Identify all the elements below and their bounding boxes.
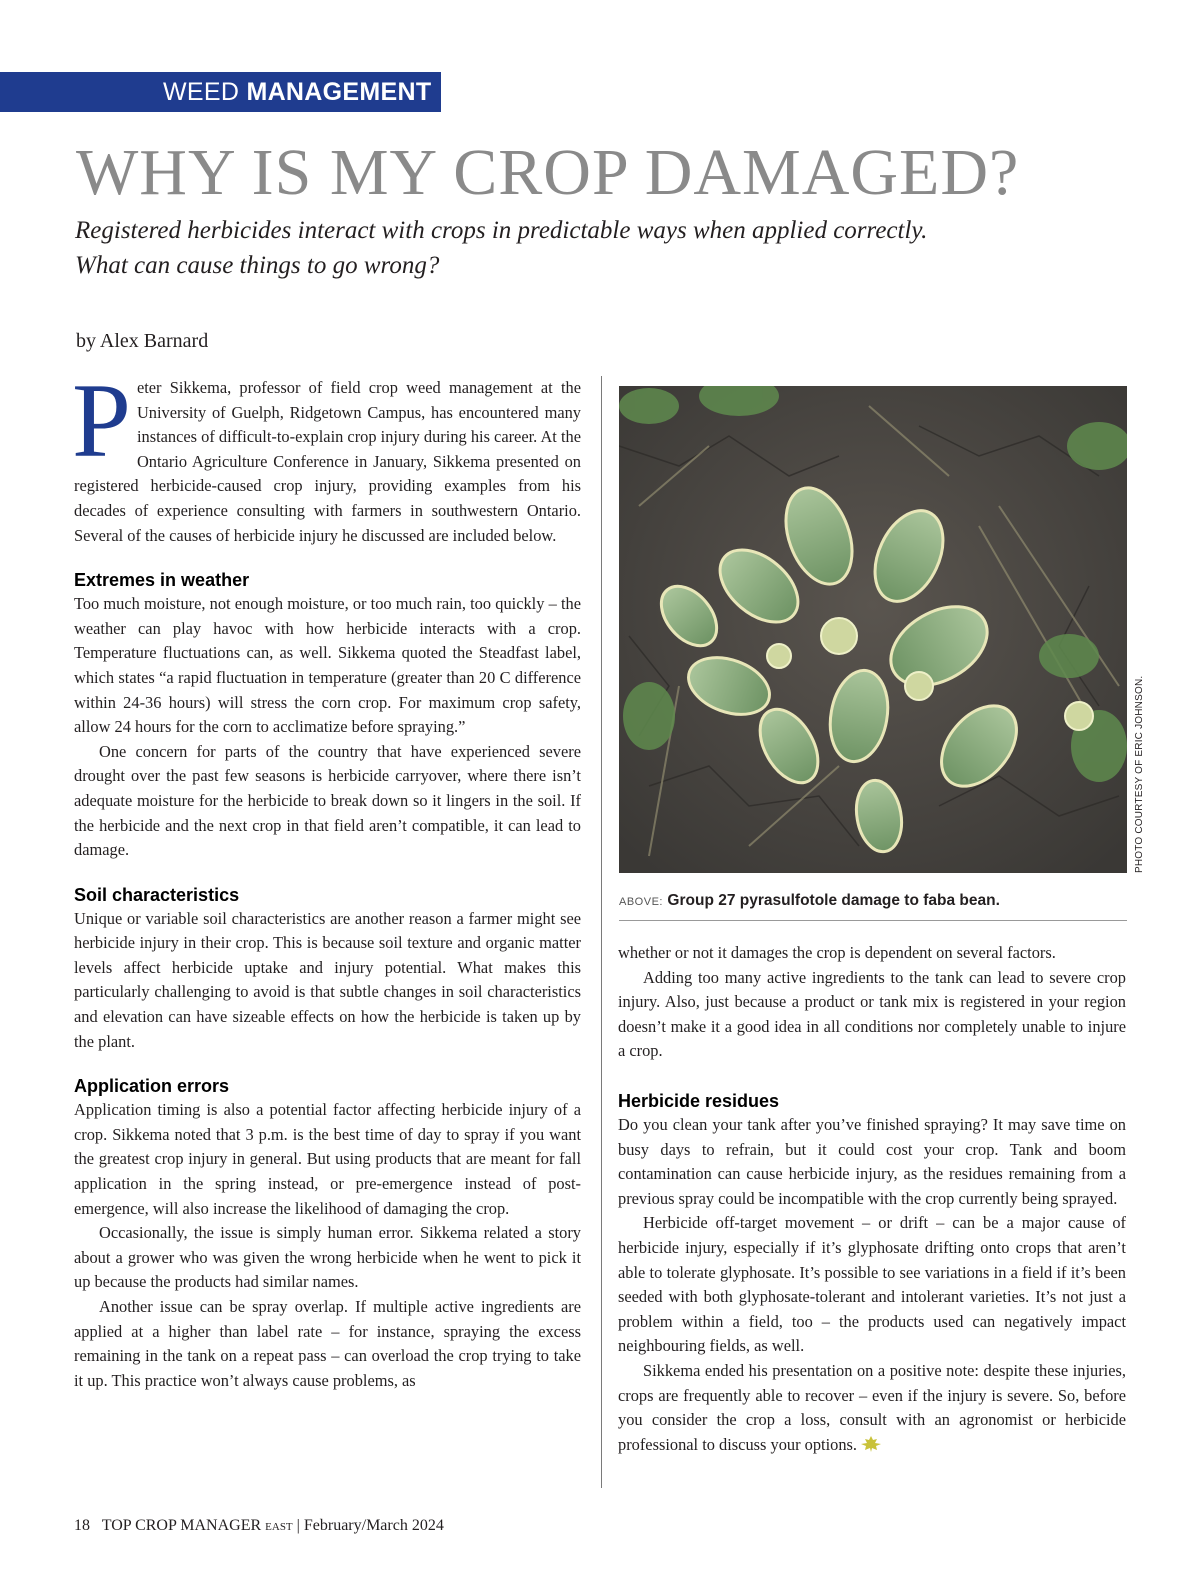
photo-credit: PHOTO COURTESY OF ERIC JOHNSON. bbox=[1134, 675, 1145, 873]
soil-paragraph-1: Unique or variable soil characteristics are another reason a farmer might see herbicide injury in their crop. This is because soil texture and organic matter levels affect herbicide uptake and injury potential. What makes this particularly challenging to avoid is that subtle changes in soil characteristics and elevation can have sizeable effects on how the herbicide is taken up by the plant. bbox=[74, 908, 581, 1051]
column-divider bbox=[601, 376, 602, 1488]
heading-weather: Extremes in weather bbox=[74, 570, 250, 591]
residues-paragraph-3 bbox=[618, 1359, 1126, 1457]
faba-bean-photo-illustration bbox=[619, 386, 1127, 873]
residues-paragraph-1: Do you clean your tank after you’ve finished spraying? It may save time on busy days to refrain, but it could cost your crop. Tank and boom contamination can cause herbicide injury, as the residues remaining from a previous spray could be incompatible with the crop currently being sprayed. bbox=[618, 1114, 1126, 1208]
weather-paragraph-1: Too much moisture, not enough moisture, or too much rain, too quickly – the weather can play havoc with how herbicide interacts with a crop. Temperature fluctuations can, as well. Sikkema quoted the Steadfast label, which states “a rapid fluctuation in temperature (greater than 20 C difference within 24-36 hours) will stress the corn crop. For maximum crop safety, allow 24 hours for the corn to acclimatize before spraying.” bbox=[74, 594, 581, 737]
right-paragraph-1: whether or not it damages the crop is dependent on several factors. bbox=[618, 943, 1056, 962]
intro-paragraph bbox=[72, 362, 581, 548]
heading-residues: Herbicide residues bbox=[618, 1090, 780, 1111]
application-paragraph-1: Application timing is also a potential factor affecting herbicide injury of a crop. Sikkema noted that 3 p.m. is the best time of day to spray if you want the greatest crop injury in general. But using products that are meant for fall application in the spring instead, or pre-emergence instead of post-emergence, will also increase the likelihood of damaging the crop. bbox=[74, 1100, 581, 1218]
right-column bbox=[618, 941, 1126, 1457]
right-paragraph-2: Adding too many active ingredients to the tank can lead to severe crop injury. Also, just because a product or tank mix is registered in your region doesn’t make it a good idea in all conditions nor completely unable to injure a crop. bbox=[618, 967, 1126, 1061]
issue-date: | February/March 2024 bbox=[296, 1517, 444, 1534]
application-paragraph-3: Another issue can be spray overlap. If multiple active ingredients are applied at a higher than label rate – for instance, spraying the excess remaining in the tank on a repeat pass – can overload the crop trying to take it up. This practice won’t always cause problems, as bbox=[74, 1297, 581, 1390]
magazine-name: TOP CROP MANAGER bbox=[101, 1517, 262, 1534]
section-word1: WEED bbox=[163, 78, 240, 106]
weather-paragraph-2: One concern for parts of the country that have experienced severe drought over the past few seasons is herbicide carryover, where there isn’t adequate moisture for the herbicide to break down so it lingers in the soil. If the herbicide and the next crop in that field aren’t compatible, it can lead to damage. bbox=[74, 741, 581, 860]
residues-paragraph-2: Herbicide off-target movement – or drift – can be a major cause of herbicide injury, especially if it’s glyphosate drifting onto crops that aren’t able to tolerate glyphosate. It’s possible to see variations in a field if it’s been seeded with both glyphosate-tolerant and intolerant varieties. It’s not just a problem within a field, too – the products used can negatively impact neighbouring fields, as well. bbox=[618, 1213, 1126, 1356]
left-column bbox=[72, 362, 581, 1393]
caption-label: ABOVE: bbox=[619, 896, 663, 908]
byline: by Alex Barnard bbox=[76, 330, 209, 352]
dek-line2: What can cause things to go wrong? bbox=[75, 252, 440, 279]
dek-line1: Registered herbicides interact with crops in predictable ways when applied correctly. bbox=[75, 217, 928, 244]
section-tag bbox=[0, 72, 441, 112]
magazine-edition: EAST bbox=[265, 1521, 293, 1533]
dek bbox=[75, 213, 1075, 283]
residues-paragraph-3-text: Sikkema ended his presentation on a positive note: despite these injuries, crops are frequently able to recover – even if the injury is severe. So, before you consider the crop a loss, consult with an agronomist or herbicide professional to discuss your options. bbox=[618, 1360, 1126, 1454]
heading-application: Application errors bbox=[74, 1076, 230, 1097]
maple-leaf-icon bbox=[861, 1436, 881, 1452]
photo-caption bbox=[619, 892, 1127, 910]
section-word2: MANAGEMENT bbox=[246, 78, 432, 106]
caption-text: Group 27 pyrasulfotole damage to faba bean. bbox=[667, 892, 1000, 909]
intro-text: eter Sikkema, professor of field crop weed management at the University of Guelph, Ridgetown Campus, has encountered many instances of difficult-to-explain crop injury during his career. At the Ontario Agriculture Conference in January, Sikkema presented on registered herbicide-caused crop injury, providing examples from his decades of experience consulting with farmers in southwestern Ontario. Several of the causes of herbicide injury he discussed are included below. bbox=[74, 378, 581, 545]
page-footer bbox=[74, 1517, 444, 1535]
headline: WHY IS MY CROP DAMAGED? bbox=[76, 136, 1020, 209]
heading-soil: Soil characteristics bbox=[74, 884, 240, 905]
caption-rule bbox=[619, 920, 1127, 921]
faba-bean-photo bbox=[619, 386, 1127, 873]
drop-cap: P bbox=[72, 362, 131, 479]
page-number: 18 bbox=[74, 1517, 90, 1534]
application-paragraph-2: Occasionally, the issue is simply human error. Sikkema related a story about a grower who was given the wrong herbicide when he went to pick it up because the products had similar names. bbox=[74, 1223, 581, 1292]
